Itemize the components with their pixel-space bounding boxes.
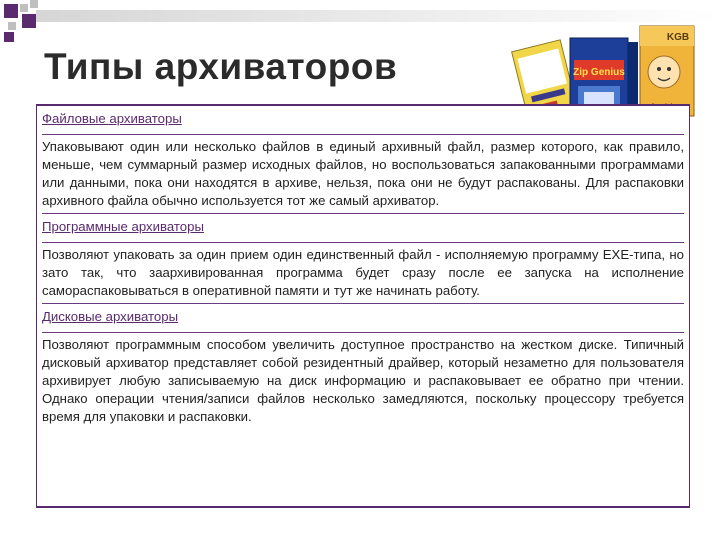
section-heading: Дисковые архиваторы: [42, 309, 179, 324]
top-band: [36, 10, 720, 22]
box-label-kgb: KGB: [666, 32, 690, 43]
section-disk-archivers: [42, 308, 684, 429]
decor-square: [4, 32, 14, 42]
decor-square: [30, 0, 38, 8]
section-file-archivers: [42, 110, 684, 214]
decor-square: [8, 22, 16, 30]
content-area: [42, 110, 684, 433]
decor-square: [22, 14, 36, 28]
section-heading: Файловые архиваторы: [42, 111, 182, 126]
decor-square: [20, 4, 28, 12]
section-text: Позволяют программным способом увеличить доступное пространство на жестком диске. Типичный дисковый архиватор представляет собой резидентный драйвер, который незаметно для пользователя архивирует любую записываемую на диск информацию и распаковывает ее обратно при чтении. Однако операции чтения/записи файлов несколько замедляются, поскольку процессору требуется время для упаковки и распаковки.: [42, 332, 684, 429]
box-label-zipgenius: Zip Genius: [573, 67, 625, 78]
page-title: Типы архиваторов: [44, 46, 398, 87]
section-text: Позволяют упаковать за один прием один единственный файл - исполняемую программу EXE-типа, но зато так, что заархивированная программа будет сразу после ее запуска на исполнение самораспаковываться в оперативной памяти и тут же начинать работу.: [42, 242, 684, 304]
section-text: Упаковывают один или несколько файлов в единый архивный файл, размер которого, как правило, меньше, чем суммарный размер исходных файлов, но воспользоваться запакованными программами или данными, пока они находятся в архиве, нельзя, пока они не будут распакованы. Для распаковки архивного файла обычно используется тот же самый архиватор.: [42, 134, 684, 214]
section-heading: Программные архиваторы: [42, 219, 204, 234]
decor-square: [4, 4, 18, 18]
section-program-archivers: [42, 218, 684, 304]
